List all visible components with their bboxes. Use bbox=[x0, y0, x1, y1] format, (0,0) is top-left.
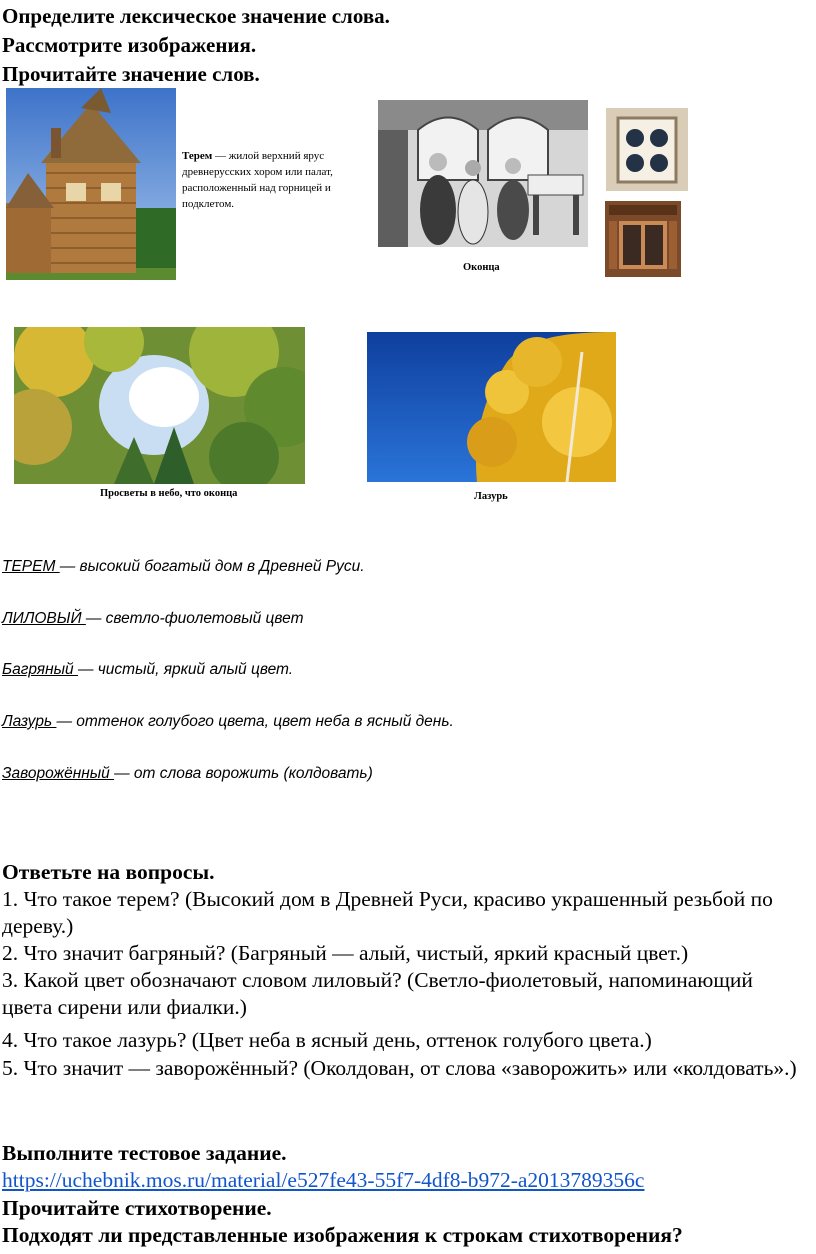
definition-text: — светло-фиолетовый цвет bbox=[85, 610, 304, 627]
instruction-3: Прочитайте значение слов. bbox=[2, 62, 260, 86]
definition-text: — чистый, яркий алый цвет. bbox=[77, 661, 294, 678]
question-5: 5. Что значит — заворожённый? (Околдован, от слова «заворожить» или «колдовать».) bbox=[2, 1056, 797, 1080]
definition-text: — высокий богатый дом в Древней Руси. bbox=[59, 558, 365, 575]
okontsa-caption: Оконца bbox=[463, 262, 500, 273]
round-window-image bbox=[606, 108, 688, 191]
prosvety-caption: Просветы в небо, что оконца bbox=[100, 488, 238, 499]
test-title: Выполните тестовое задание. bbox=[2, 1141, 287, 1165]
definition-text: — от слова ворожить (колдовать) bbox=[114, 765, 373, 782]
carved-window-image bbox=[605, 201, 681, 277]
questions-title: Ответьте на вопросы. bbox=[2, 860, 215, 884]
poem-question: Подходят ли представленные изображения к строкам стихотворения? bbox=[2, 1223, 683, 1247]
definition-lazur bbox=[2, 713, 454, 731]
terem-description-term: Терем bbox=[182, 150, 213, 162]
question-3: 3. Какой цвет обозначают словом лиловый? (Светло-фиолетовый, напоминающий цвета сирени или фиалки.) bbox=[2, 968, 753, 1019]
instruction-1: Определите лексическое значение слова. bbox=[2, 4, 390, 28]
question-4: 4. Что такое лазурь? (Цвет неба в ясный день, оттенок голубого цвета.) bbox=[2, 1028, 652, 1052]
terem-description-text: — жилой верхний ярус древнерусских хором или палат, расположенный над горницей и подклетом. bbox=[182, 150, 333, 210]
definition-bagryanyi bbox=[2, 661, 293, 679]
interior-engraving-image bbox=[378, 100, 588, 247]
definition-zavorozhennyi bbox=[2, 765, 373, 783]
terem-description bbox=[182, 148, 352, 212]
definition-term: ТЕРЕМ bbox=[2, 558, 60, 575]
definition-term: Лазурь bbox=[2, 713, 57, 730]
poem-read-instruction: Прочитайте стихотворение. bbox=[2, 1196, 272, 1220]
test-link[interactable]: https://uchebnik.mos.ru/material/e527fe43-55f7-4df8-b972-a2013789356c bbox=[2, 1168, 645, 1192]
terem-image bbox=[6, 88, 176, 280]
azure-sky-image bbox=[367, 332, 616, 482]
instruction-2: Рассмотрите изображения. bbox=[2, 33, 257, 57]
question-2: 2. Что значит багряный? (Багряный — алый, чистый, яркий красный цвет.) bbox=[2, 941, 689, 965]
definition-term: ЛИЛОВЫЙ bbox=[2, 610, 86, 627]
question-1: 1. Что такое терем? (Высокий дом в Древней Руси, красиво украшенный резьбой по дереву.) bbox=[2, 887, 773, 938]
definition-lilovyi bbox=[2, 610, 304, 628]
lazur-caption: Лазурь bbox=[474, 491, 508, 502]
definition-terem bbox=[2, 558, 365, 576]
definition-term: Заворожённый bbox=[2, 765, 115, 782]
trees-sky-image bbox=[14, 327, 305, 484]
definition-text: — оттенок голубого цвета, цвет неба в ясный день. bbox=[56, 713, 454, 730]
definition-term: Багряный bbox=[2, 661, 78, 678]
